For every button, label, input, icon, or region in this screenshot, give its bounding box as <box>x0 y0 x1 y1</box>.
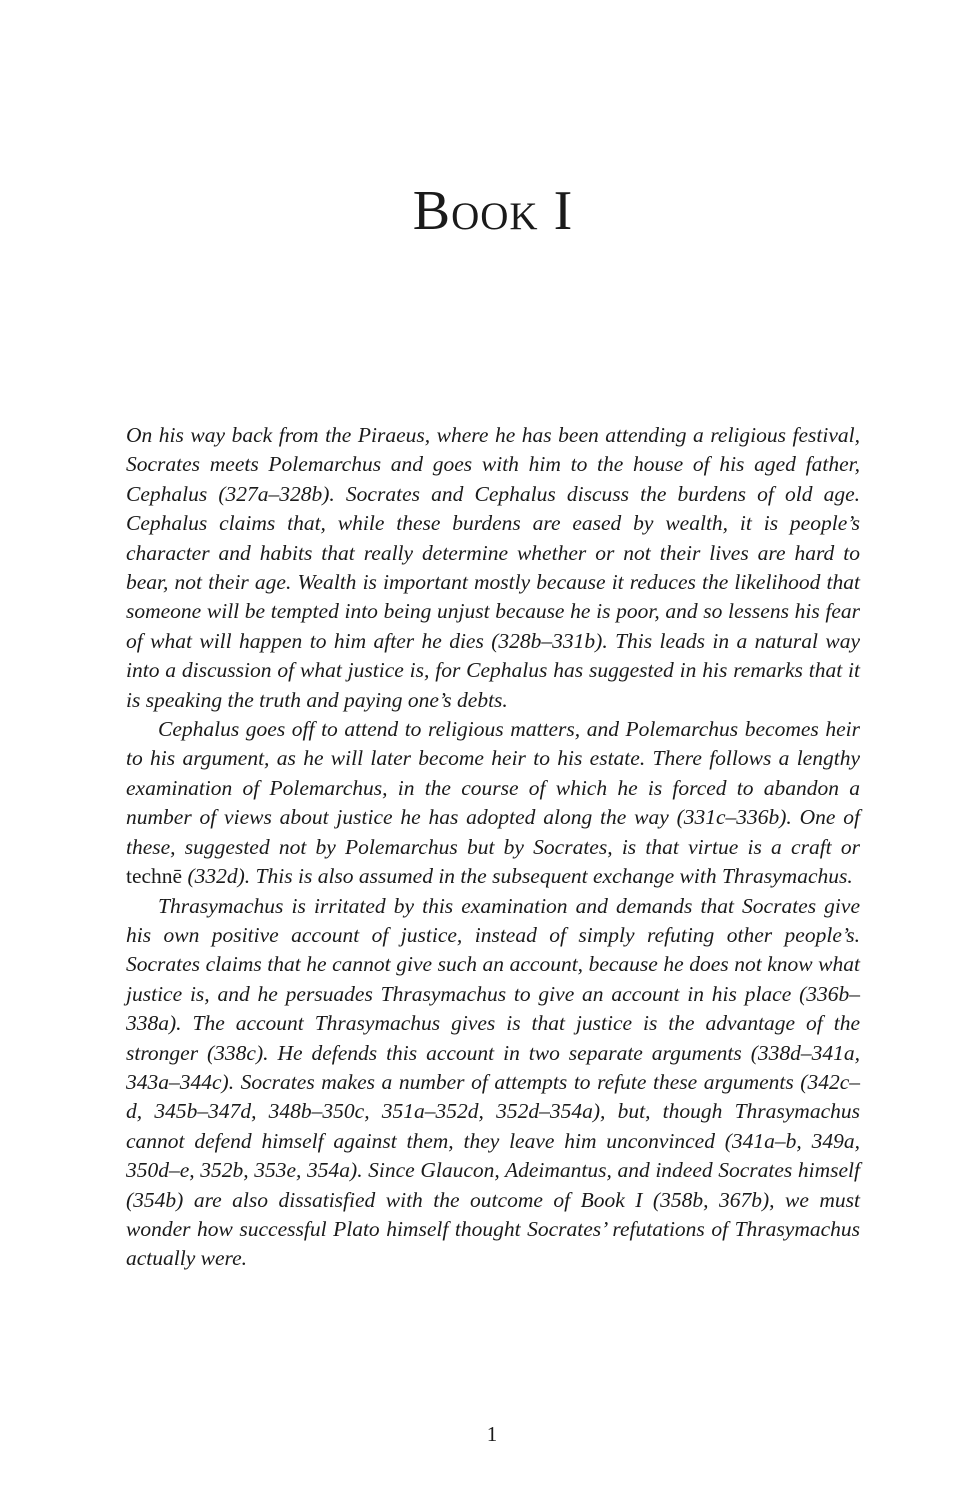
summary-paragraph-2-text-end: (332d). This is also assumed in the subsequent exchange with Thrasymachus. <box>182 864 853 889</box>
page-number: 1 <box>486 1422 498 1446</box>
summary-paragraph-1: On his way back from the Piraeus, where he has been attending a religious festival, Socrates meets Polemarchus and goes with him to the house of his aged father, Cephalus (327a–328b). Socrates and Cephalus discuss the burdens of old age. Cephalus claims that, while these burdens are eased by wealth, it is people’s character and habits that really determine whether or not their lives are hard to bear, not their age. Wealth is important mostly because it reduces the likelihood that someone will be tempted into being unjust because he is poor, and so lessens his fear of what will happen to him after he dies (328b–331b). This leads in a natural way into a discussion of what justice is, for Cephalus has suggested in his remarks that it is speaking the truth and paying one’s debts. <box>126 423 860 712</box>
chapter-summary <box>126 421 860 1274</box>
greek-term: technē <box>126 864 183 889</box>
chapter-title: Book I <box>412 180 574 242</box>
summary-paragraph-2 <box>126 715 860 891</box>
summary-paragraph-2-text: Cephalus goes off to attend to religious matters, and Polemarchus becomes heir to his argument, as he will later become heir to his estate. There follows a lengthy examination of Polemarchus, in the course of which he is forced to abandon a number of views about justice he has adopted along the way (331c–336b). One of these, suggested not by Polemarchus but by Socrates, is that virtue is a craft or <box>126 717 860 859</box>
summary-paragraph-3: Thrasymachus is irritated by this examination and demands that Socrates give his own positive account of justice, instead of simply refuting other people’s. Socrates claims that he cannot give such an account, because he does not know what justice is, and he persuades Thrasymachus to give an account in his place (336b–338a). The account Thrasymachus gives is that justice is the advantage of the stronger (338c). He defends this account in two separate arguments (338d–341a, 343a–344c). Socrates makes a number of attempts to refute these arguments (342c–d, 345b–347d, 348b–350c, 351a–352d, 352d–354a), but, though Thrasymachus cannot defend himself against them, they leave him unconvinced (341a–b, 349a, 350d–e, 352b, 353e, 354a). Since Glaucon, Adeimantus, and indeed Socrates himself (354b) are also dissatisfied with the outcome of Book I (358b, 367b), we must wonder how successful Plato himself thought Socrates’ refutations of Thrasymachus actually were. <box>126 893 860 1271</box>
